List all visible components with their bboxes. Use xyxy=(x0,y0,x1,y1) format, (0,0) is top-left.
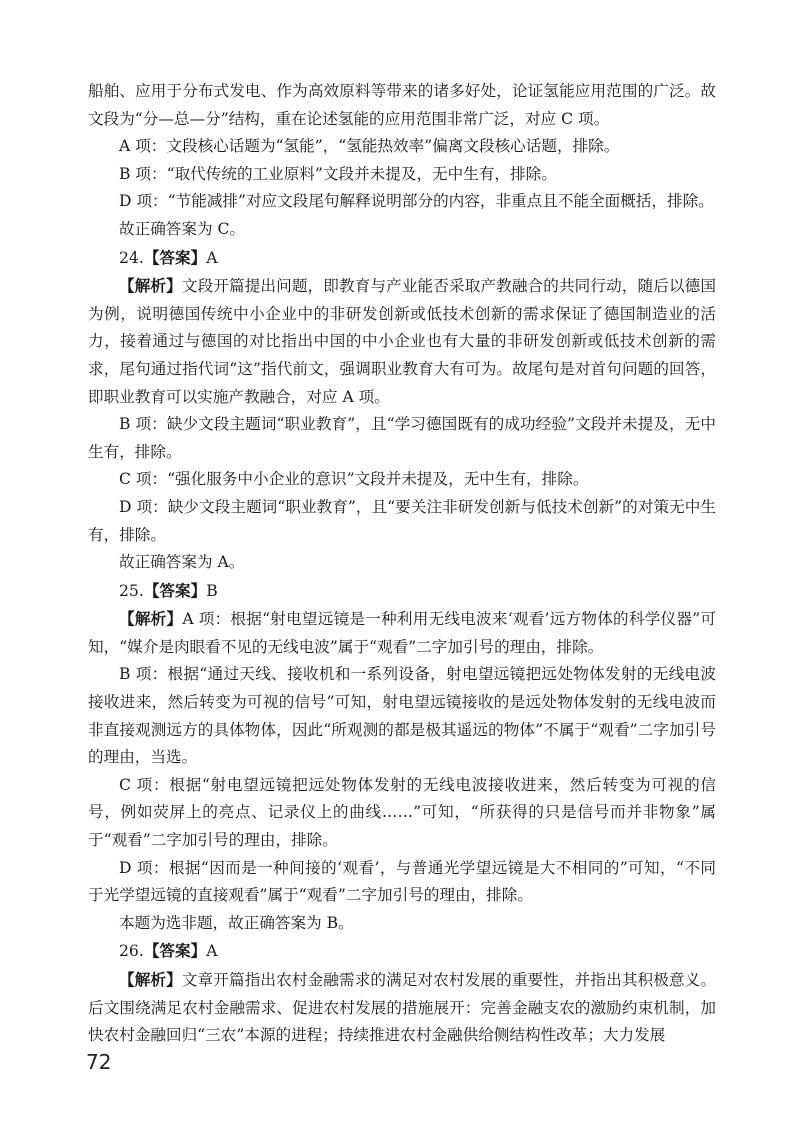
paragraph: D 项：“节能减排”对应文段尾句解释说明部分的内容，非重点且不能全面概括，排除。 xyxy=(119,192,714,211)
paragraph: B 项：缺少文段主题词“职业教育”，且“学习德国既有的成功经验”文段并未提及，无中生有，排除。 xyxy=(88,415,716,461)
paragraph: C 项：“强化服务中小企业的意识”文段并未提及，无中生有，排除。 xyxy=(119,470,589,489)
page-number: 72 xyxy=(86,1050,112,1074)
answer-value: A xyxy=(206,942,218,961)
question-26-answer xyxy=(88,937,716,966)
question-25-analysis xyxy=(88,605,716,661)
question-number: 25. xyxy=(119,581,144,600)
paragraph: A 项：文段核心话题为“氢能”，“氢能热效率”偏离文段核心话题，排除。 xyxy=(119,137,620,156)
answer-tag: 【答案】 xyxy=(143,247,207,267)
question-number: 26. xyxy=(119,942,144,961)
question-24-analysis xyxy=(88,272,716,411)
paragraph: 故正确答案为 A。 xyxy=(119,553,245,572)
answer-value: B xyxy=(206,581,218,600)
answer-tag: 【答案】 xyxy=(143,580,207,600)
analysis-tag: 【解析】 xyxy=(119,276,182,296)
analysis-tag: 【解析】 xyxy=(119,609,183,629)
paragraph: 船舶、应用于分布式发电、作为高效原料等带来的诸多好处，论证氢能应用范围的广泛。故文段为“分—总—分”结构，重在论述氢能的应用范围非常广泛，对应 C 项。 xyxy=(88,82,716,128)
question-number: 24. xyxy=(119,248,144,267)
analysis-text: 文章开篇指出农村金融需求的满足对农村发展的重要性，并指出其积极意义。后文围绕满足农村金融需求、促进农村发展的措施展开：完善金融支农的激励约束机制，加快农村金融回归“三农”本源的进程；持续推进农村金融供给侧结构性改革；大力发展 xyxy=(88,971,716,1045)
paragraph: B 项：“取代传统的工业原料”文段并未提及，无中生有，排除。 xyxy=(119,164,557,183)
paragraph: C 项：根据“射电望远镜把远处物体发射的无线电波接收进来，然后转变为可视的信号，例如荧屏上的亮点、记录仪上的曲线……”可知，“所获得的只是信号而并非物象”属于“观看”二字加引号的理由，排除。 xyxy=(88,775,716,850)
page-content xyxy=(88,78,716,1050)
question-26-analysis xyxy=(88,966,716,1050)
analysis-text: A 项：根据“射电望远镜是一种利用无线电波来‘观看’远方物体的科学仪器”可知，“媒介是肉眼看不见的无线电波”属于“观看”二字加引号的理由，排除。 xyxy=(88,610,716,656)
answer-value: A xyxy=(206,248,218,267)
paragraph: B 项：根据“通过天线、接收机和一系列设备，射电望远镜把远处物体发射的无线电波接收进来，然后转变为可视的信号”可知，射电望远镜接收的是远处物体发射的无线电波而非直接观测远方的具体物体，因此“所观测的都是极其遥远的物体”不属于“观看”二字加引号的理由，当选。 xyxy=(88,665,716,767)
paragraph: D 项：根据“因而是一种间接的‘观看’，与普通光学望远镜是大不相同的”可知，“不同于光学望远镜的直接观看”属于“观看”二字加引号的理由，排除。 xyxy=(88,858,716,905)
question-24-answer xyxy=(88,244,716,273)
question-25-answer xyxy=(88,577,716,606)
paragraph: 本题为选非题，故正确答案为 B。 xyxy=(119,913,354,932)
analysis-text: 文段开篇提出问题，即教育与产业能否采取产教融合的共同行动，随后以德国为例，说明德国传统中小企业中的非研发创新或低技术创新的需求保证了德国制造业的活力，接着通过与德国的对比指出中国的中小企业也有大量的非研发创新或低技术创新的需求，尾句通过指代词“这”指代前文，强调职业教育大有可为。故尾句是对首句问题的回答，即职业教育可以实施产教融合，对应 A 项。 xyxy=(88,277,716,406)
paragraph: 故正确答案为 C。 xyxy=(119,219,246,238)
paragraph: D 项：缺少文段主题词“职业教育”，且“要关注非研发创新与低技术创新”的对策无中生有，排除。 xyxy=(88,497,716,544)
answer-tag: 【答案】 xyxy=(143,941,207,961)
analysis-tag: 【解析】 xyxy=(119,970,182,989)
